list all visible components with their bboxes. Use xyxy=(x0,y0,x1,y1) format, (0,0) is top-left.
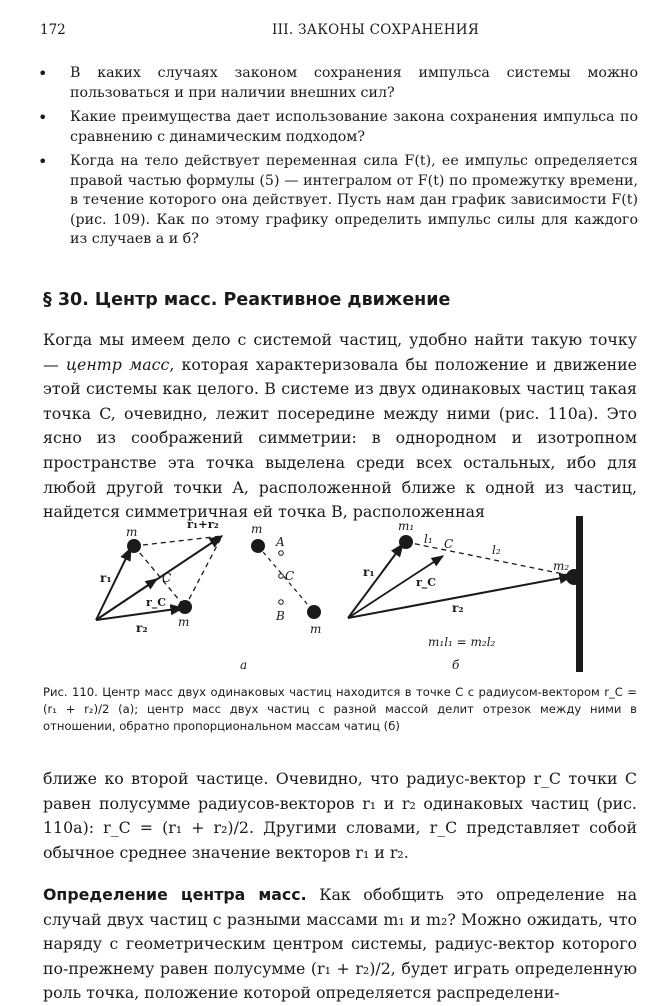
label-c-middle: C xyxy=(285,569,295,583)
point-a xyxy=(279,551,284,556)
vector-r1-b xyxy=(348,544,403,618)
label-m-bottom-a: m xyxy=(178,615,190,629)
page-number: 172 xyxy=(40,22,66,38)
label-m-top-middle: m xyxy=(251,522,263,536)
label-m1: m₁ xyxy=(398,519,415,533)
formula-m1l1-m2l2: m₁l₁ = m₂l₂ xyxy=(428,635,496,649)
label-r1-a: r₁ xyxy=(100,571,112,585)
label-sum-a: r₁+r₂ xyxy=(187,517,219,531)
particle-m-bottom-middle xyxy=(307,605,321,619)
particle-m-top-middle xyxy=(251,539,265,553)
label-rc-a: r_C xyxy=(146,596,167,609)
running-head xyxy=(40,22,634,40)
figure-diagram xyxy=(40,514,640,682)
paragraph-intro xyxy=(43,328,637,525)
wall-bar xyxy=(576,516,583,672)
label-r2-b: r₂ xyxy=(452,601,464,615)
dashed-particle-link-b xyxy=(406,542,573,576)
label-r2-a: r₂ xyxy=(136,621,148,635)
label-c-b: C xyxy=(444,537,454,551)
label-l1: l₁ xyxy=(424,532,433,546)
particle-m-bottom-a xyxy=(178,600,192,614)
question-item: • В каких случаях законом сохранения импульса системы можно пользоваться и при наличии внешних сил? xyxy=(34,64,638,103)
subfigure-label-a: а xyxy=(240,658,248,672)
chapter-title: III. ЗАКОНЫ СОХРАНЕНИЯ xyxy=(272,22,480,38)
label-m-top-a: m xyxy=(126,525,138,539)
paragraph-definition xyxy=(43,883,637,1006)
label-rc-b: r_C xyxy=(416,576,437,589)
paragraph-intro-rest: , которая характеризовала бы положение и движение этой системы как целого. В системе из двух одинаковых частиц такая точка C, очевидно, лежит посередине между ними (рис. 110а). Это ясно из соображений симметрии: в однородном и изотропном пространстве эта точка выделена среди всех остальных, ибо для любой другой точки A, расположенной ближе к одной из частиц, найдется симметричная ей точка B, расположенная xyxy=(43,354,637,522)
point-c-middle xyxy=(279,574,284,579)
definition-text: Как обобщить это определение на случай двух частиц с разными массами m₁ и m₂? Можно ожидать, что наряду с геометрическим центром системы, радиус-вектор которого по-прежнему равен полусумме (r₁ + r₂)/2, будет играть определенную роль точка, положение которой определяется распределени- xyxy=(43,885,638,1003)
section-title: § 30. Центр масс. Реактивное движение xyxy=(43,290,451,310)
particle-m-top-a xyxy=(127,539,141,553)
paragraph-radius-vector: ближе ко второй частице. Очевидно, что радиус-вектор r_C точки C равен полусумме радиусов-векторов r₁ и r₂ одинаковых частиц (рис. 110а): r_C = (r₁ + r₂)/2. Другими словами, r_C представляет собой обычное среднее значение векторов r₁ и r₂. xyxy=(43,769,637,862)
particle-m1 xyxy=(399,535,413,549)
question-item: • Когда на тело действует переменная сила F(t), ее импульс определяется правой частью формулы (5) — интегралом от F(t) по промежутку времени, в течение которого она действует. Пусть нам дан график зависимости F(t) (рис. 109). Как по этому графику определить импульс силы для каждого из случаев а и б? xyxy=(34,152,638,250)
review-questions xyxy=(34,64,638,255)
label-l2: l₂ xyxy=(492,543,501,557)
point-b xyxy=(279,600,284,605)
vector-r2 xyxy=(96,608,183,620)
definition-heading: Определение центра масс. xyxy=(43,885,307,904)
label-m2: m₂ xyxy=(553,559,570,573)
figure-110 xyxy=(40,514,640,682)
label-a: A xyxy=(276,535,285,549)
term-center-of-mass: центр масс xyxy=(66,354,170,374)
label-r1-b: r₁ xyxy=(363,565,375,579)
figure-caption: Рис. 110. Центр масс двух одинаковых частиц находится в точке C с радиусом-вектором r_C = (r₁ + r₂)/2 (а); центр масс двух частиц с разной массой делит отрезок между ними в отношении, обратно пропорциональном массам чатиц (б) xyxy=(43,685,637,733)
paragraph-intro-start: Когда мы имеем дело с системой частиц, удобно найти такую точку — xyxy=(43,330,637,374)
question-item: • Какие преимущества дает использование закона сохранения импульса по сравнению с динамическим подходом? xyxy=(34,108,638,147)
subfigure-label-b: б xyxy=(452,658,460,672)
dashed-parallelogram-right xyxy=(185,536,222,607)
label-m-bottom-middle: m xyxy=(310,622,322,636)
label-c-a: C xyxy=(162,571,172,585)
label-b: B xyxy=(276,609,285,623)
